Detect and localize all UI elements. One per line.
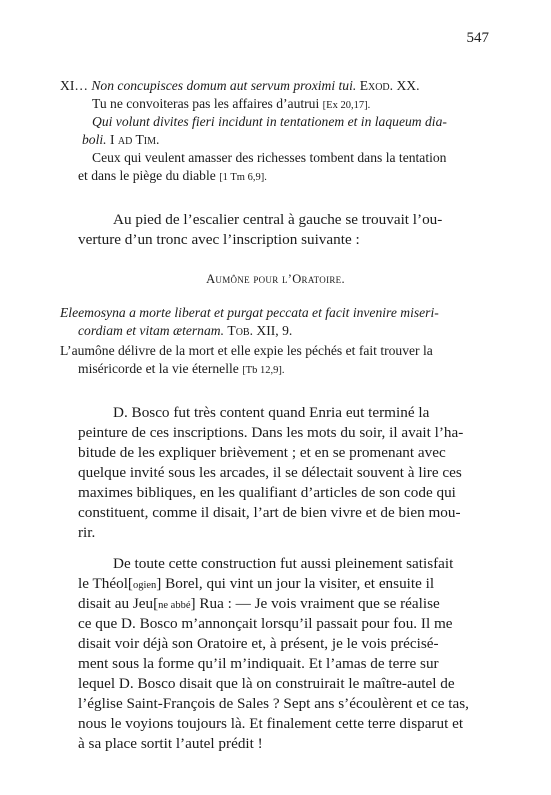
- page-number: 547: [466, 30, 489, 46]
- paragraph-3-line-1: De toute cette construction fut aussi pleinement satisfait: [113, 555, 454, 572]
- paragraph-3-line-2-end: ] Borel, qui vint un jour la visiter, et ensuite il: [156, 575, 435, 592]
- paragraph-3-line-4: ce que D. Bosco m’annonçait lorsqu’il passait pour fou. Il me: [78, 615, 453, 632]
- quote-1-latin: Non concupisces domum aut servum proximi tui.: [91, 78, 357, 93]
- quote-2-french-line-2: [78, 167, 267, 186]
- paragraph-2-line-1: D. Bosco fut très content quand Enria eut terminé la: [113, 404, 430, 421]
- quote-2-french-reference: [1 Tm 6,9].: [219, 172, 267, 183]
- paragraph-3-line-9: nous le voyions toujours là. Et finalement cette terre disparut et: [78, 715, 464, 732]
- inscription-heading: Aumône pour l’Oratoire.: [206, 272, 345, 286]
- paragraph-2-line-2: peinture de ces inscriptions. Dans les mots du soir, il avait l’ha-: [78, 424, 464, 441]
- paragraph-3-line-3-end: ] Rua : — Je vois vraiment que se réalise: [190, 595, 440, 612]
- quote-2-latin-end: boli.: [82, 132, 107, 147]
- quote-2-latin-line-1: Qui volunt divites fieri incidunt in tentationem et in laqueum dia-: [92, 114, 447, 129]
- quote-3-french-line-1: L’aumône délivre de la mort et elle expie les péchés et fait trouver la: [60, 343, 433, 358]
- quote-3-reference: Tob. XII, 9.: [227, 323, 293, 338]
- quote-3-latin-end: cordiam et vitam æternam.: [78, 323, 224, 338]
- quote-3-french-line-2: [78, 360, 284, 379]
- quote-1-french-reference: [Ex 20,17].: [322, 100, 371, 111]
- paragraph-3-line-5: disait voir déjà son Oratoire et, à présent, je le vois précisé-: [78, 635, 439, 652]
- quote-2-french-line-1: Ceux qui veulent amasser des richesses tombent dans la tentation: [92, 150, 447, 165]
- quote-2-latin-line-2: [82, 131, 159, 148]
- quote-3-french-reference: [Tb 12,9].: [242, 365, 285, 376]
- quote-2-reference: I ad Tim.: [109, 132, 160, 147]
- paragraph-2-line-6: constituent, comme il disait, l’art de bien vivre et de bien mou-: [78, 504, 461, 521]
- quote-3-french-end: miséricorde et la vie éternelle: [78, 361, 239, 376]
- paragraph-2-line-7: rir.: [78, 524, 96, 541]
- quote-3-latin-line-2: [78, 322, 292, 339]
- quote-3-latin-line-1: Eleemosyna a morte liberat et purgat peccata et facit invenire miseri-: [60, 305, 439, 320]
- paragraph-2-line-4: quelque invité sous les arcades, il se délectait souvent à lire ces: [78, 464, 462, 481]
- paragraph-3-line-3-start: disait au Jeu[: [78, 595, 159, 612]
- paragraph-2-line-5: maximes bibliques, en les qualifiant d’articles de son code qui: [78, 484, 456, 501]
- quote-1-latin-line: [60, 77, 420, 94]
- quote-1-french: Tu ne convoiteras pas les affaires d’autrui: [92, 96, 320, 111]
- quote-2-french-end: et dans le piège du diable: [78, 168, 216, 183]
- paragraph-3-line-6: ment sous la forme qu’il m’indiquait. Et l’amas de terre sur: [78, 655, 439, 672]
- paragraph-3-line-2: [78, 574, 434, 595]
- paragraph-1-line-2: verture d’un tronc avec l’inscription suivante :: [78, 231, 360, 248]
- quote-1-prefix: XI…: [60, 78, 88, 93]
- paragraph-3-line-2-start: le Théol[: [78, 575, 133, 592]
- paragraph-2-line-3: bitude de les expliquer brièvement ; et en se promenant avec: [78, 444, 446, 461]
- paragraph-3-editorial-insert-1: ogien: [132, 580, 157, 591]
- quote-1-reference: Exod. XX.: [359, 78, 420, 93]
- paragraph-3-line-8: l’église Saint-François de Sales ? Sept ans s’écoulèrent et ce tas,: [78, 695, 469, 712]
- paragraph-3-line-3: [78, 594, 440, 615]
- paragraph-3-editorial-insert-2: ne abbé: [158, 600, 191, 611]
- quote-1-french-line: [92, 95, 370, 114]
- paragraph-3-line-7: lequel D. Bosco disait que là on construirait le maître-autel de: [78, 675, 455, 692]
- paragraph-3-line-10: à sa place sortit l’autel prédit !: [78, 735, 263, 752]
- paragraph-1-line-1: Au pied de l’escalier central à gauche se trouvait l’ou-: [113, 211, 443, 228]
